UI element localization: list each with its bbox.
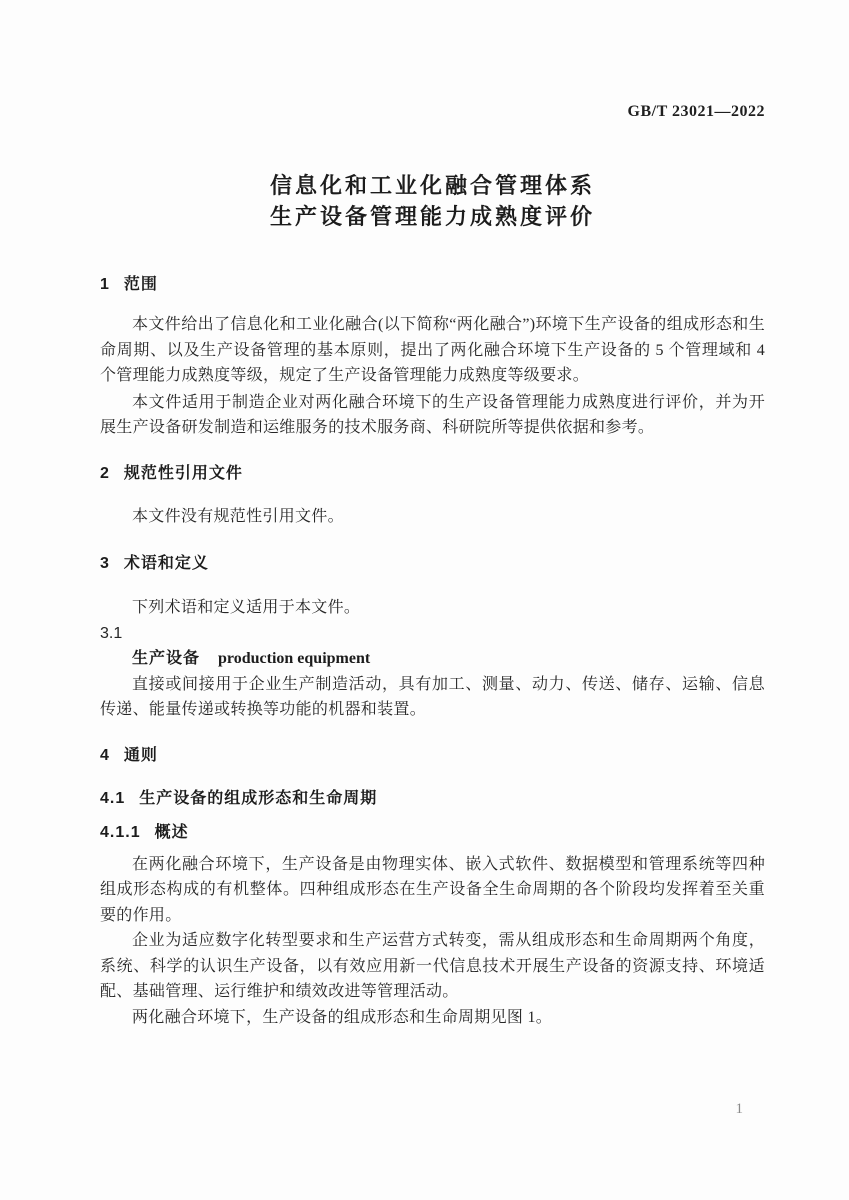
section-3-number: 3	[100, 555, 110, 572]
overview-paragraph-3: 两化融合环境下，生产设备的组成形态和生命周期见图 1。	[132, 1008, 553, 1026]
title-line-1: 信息化和工业化融合管理体系	[269, 173, 595, 198]
standard-number: GB/T 23021—2022	[627, 103, 765, 120]
document-title	[100, 170, 765, 232]
title-line-2: 生产设备管理能力成熟度评价	[269, 204, 595, 229]
term-english: production equipment	[218, 649, 371, 667]
scope-paragraph-2: 本文件适用于制造企业对两化融合环境下的生产设备管理能力成熟度进行评价，并为开展生产设备研发制造和运维服务的技术服务商、科研院所等提供依据和参考。	[100, 393, 765, 436]
section-2-number: 2	[100, 464, 110, 482]
terms-intro: 下列术语和定义适用于本文件。	[132, 599, 361, 616]
section-4-number: 4	[100, 746, 110, 764]
page-content	[100, 102, 765, 1030]
clause-3-1-number: 3.1	[100, 624, 123, 642]
overview-paragraph-2: 企业为适应数字化转型要求和生产运营方式转变，需从组成形态和生命周期两个角度，系统、科学的认识生产设备，以有效应用新一代信息技术开展生产设备的资源支持、环境适配、基础管理、运行维护和绩效改进等管理活动。	[100, 932, 765, 1000]
section-4-1-title: 生产设备的组成形态和生命周期	[139, 789, 378, 807]
section-1-title: 范围	[123, 276, 158, 293]
page-number: 1	[735, 1101, 743, 1117]
section-4-1-1-title: 概述	[154, 823, 189, 841]
section-1-number: 1	[100, 276, 110, 293]
section-2-title: 规范性引用文件	[123, 464, 243, 482]
normative-refs-paragraph: 本文件没有规范性引用文件。	[132, 507, 344, 525]
section-4-title: 通则	[123, 746, 158, 764]
overview-paragraph-1: 在两化融合环境下，生产设备是由物理实体、嵌入式软件、数据模型和管理系统等四种组成形态构成的有机整体。四种组成形态在生产设备全生命周期的各个阶段均发挥着至关重要的作用。	[100, 855, 765, 924]
scope-paragraph-1: 本文件给出了信息化和工业化融合(以下简称“两化融合”)环境下生产设备的组成形态和生命周期、以及生产设备管理的基本原则，提出了两化融合环境下生产设备的 5 个管理域和 4 个管理能力成熟度等级，规定了生产设备管理能力成熟度等级要求。	[100, 316, 765, 384]
section-3-heading	[100, 553, 765, 575]
section-2-heading	[100, 463, 765, 485]
term-entry	[100, 648, 765, 670]
section-3-title: 术语和定义	[123, 555, 209, 572]
term-definition: 直接或间接用于企业生产制造活动，具有加工、测量、动力、传送、储存、运输、信息传递、能量传递或转换等功能的机器和装置。	[100, 675, 765, 718]
section-1-heading	[100, 274, 765, 296]
section-4-heading	[100, 745, 765, 767]
section-4-1-number: 4.1	[100, 789, 126, 807]
section-4-1-1-number: 4.1.1	[100, 823, 141, 841]
section-4-1-1-heading	[100, 822, 765, 844]
section-4-1-heading	[100, 788, 765, 810]
term-chinese: 生产设备	[132, 649, 201, 667]
